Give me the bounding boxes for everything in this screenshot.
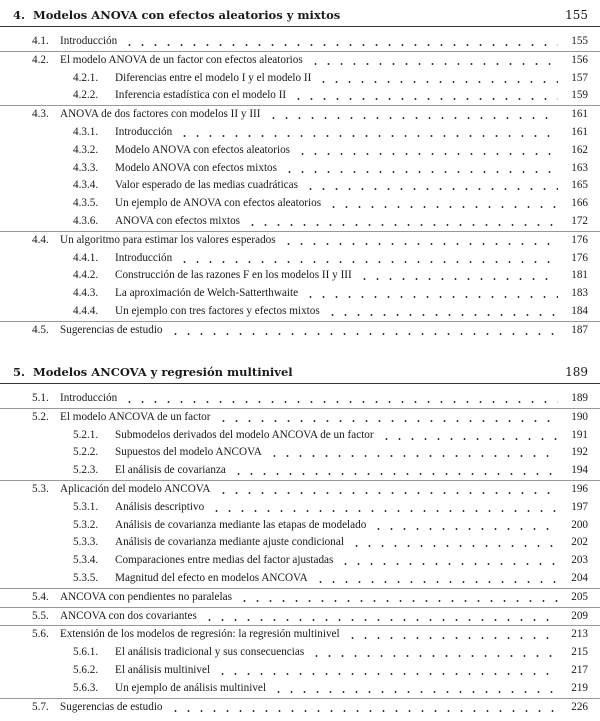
entry-page: 197: [571, 500, 588, 513]
dot-leader: [326, 314, 558, 316]
toc-entry[interactable]: [0, 680, 600, 698]
toc-entry[interactable]: [0, 177, 600, 195]
toc-entry[interactable]: [0, 51, 600, 70]
dot-leader: [169, 333, 558, 335]
entry-title: Un ejemplo con tres factores y efectos mixtos: [115, 304, 320, 317]
entry-title: Inferencia estadística con el modelo II: [115, 89, 287, 102]
toc-entry[interactable]: [0, 195, 600, 213]
entry-number: 4.3.1.: [73, 125, 99, 138]
entry-number: 4.1.: [32, 35, 49, 47]
entry-page: 172: [571, 214, 588, 227]
entry-page: 161: [571, 108, 588, 121]
entry-title: ANCOVA con pendientes no paralelas: [60, 590, 232, 603]
toc-entry[interactable]: [0, 87, 600, 105]
dot-leader: [310, 655, 558, 657]
entry-title: Valor esperado de las medias cuadráticas: [115, 179, 298, 192]
dot-leader: [217, 420, 558, 422]
toc-entry[interactable]: [0, 231, 600, 250]
chapter-heading: [0, 4, 600, 27]
entry-title: Sugerencias de estudio: [60, 700, 163, 713]
toc-entry[interactable]: [0, 625, 600, 644]
dot-leader: [282, 243, 558, 245]
entry-page: 159: [571, 89, 588, 102]
entry-page: 155: [571, 35, 588, 47]
entry-page: 161: [571, 125, 588, 138]
dot-leader: [232, 473, 558, 475]
toc-entry[interactable]: [0, 517, 600, 535]
chapter-number: 5.: [13, 365, 26, 379]
entry-page: 166: [571, 197, 588, 210]
entry-number: 5.5.: [32, 609, 49, 622]
toc-entry[interactable]: [0, 607, 600, 626]
dot-leader: [296, 153, 558, 155]
toc-entry[interactable]: [0, 552, 600, 570]
toc-entry[interactable]: [0, 124, 600, 142]
entry-page: 209: [571, 609, 588, 622]
chapter-4: [0, 4, 600, 340]
entry-title: Sugerencias de estudio: [60, 323, 163, 336]
chapter-title: Modelos ANOVA con efectos aleatorios y mixtos: [33, 8, 341, 22]
dot-leader: [123, 44, 558, 46]
toc-entry[interactable]: [0, 444, 600, 462]
toc-entry[interactable]: [0, 570, 600, 588]
entry-number: 5.7.: [32, 700, 49, 713]
toc-entry[interactable]: [0, 70, 600, 88]
entry-number: 4.3.2.: [73, 143, 99, 156]
dot-leader: [210, 510, 558, 512]
entry-number: 5.6.2.: [73, 663, 99, 676]
entry-number: 5.1.: [32, 392, 49, 404]
toc-entry[interactable]: [0, 321, 600, 340]
entry-page: 203: [571, 554, 588, 567]
entry-title: Supuestos del modelo ANCOVA: [115, 446, 262, 459]
toc-entries: [0, 33, 600, 340]
chapter-page: 189: [565, 365, 588, 379]
entry-title: Submodelos derivados del modelo ANCOVA de un factor: [115, 428, 374, 441]
entry-number: 4.3.5.: [73, 197, 99, 210]
dot-leader: [372, 528, 558, 530]
entry-title: Diferencias entre el modelo I y el modelo II: [115, 71, 312, 84]
dot-leader: [317, 81, 558, 83]
toc-entry[interactable]: [0, 588, 600, 607]
entry-title: Un ejemplo de análisis multinivel: [115, 681, 267, 694]
entry-page: 217: [571, 663, 588, 676]
toc-entry[interactable]: [0, 499, 600, 517]
entry-number: 5.3.5.: [73, 571, 99, 584]
entry-number: 4.4.4.: [73, 304, 99, 317]
entry-number: 4.4.: [32, 233, 49, 246]
entry-title: ANOVA de dos factores con modelos II y III: [60, 108, 261, 121]
entry-number: 4.3.3.: [73, 161, 99, 174]
entry-number: 4.2.2.: [73, 89, 99, 102]
entry-title: Magnitud del efecto en modelos ANCOVA: [115, 571, 308, 584]
entry-number: 5.2.3.: [73, 464, 99, 477]
dot-leader: [339, 563, 558, 565]
dot-leader: [178, 261, 558, 263]
dot-leader: [268, 455, 558, 457]
entry-title: Un algoritmo para estimar los valores esperados: [60, 233, 276, 246]
entry-page: 202: [571, 536, 588, 549]
toc-entry[interactable]: [0, 698, 600, 717]
entry-title: Aplicación del modelo ANCOVA: [60, 482, 211, 495]
entry-number: 4.2.1.: [73, 71, 99, 84]
entry-number: 5.2.2.: [73, 446, 99, 459]
toc-entry[interactable]: [0, 267, 600, 285]
dot-leader: [358, 278, 558, 280]
dot-leader: [238, 600, 558, 602]
dot-leader: [272, 691, 558, 693]
entry-page: 181: [571, 269, 588, 282]
entry-page: 192: [571, 446, 588, 459]
entry-title: Análisis de covarianza mediante las etapas de modelado: [115, 518, 367, 531]
dot-leader: [267, 117, 558, 119]
dot-leader: [169, 710, 558, 712]
entry-number: 5.2.1.: [73, 428, 99, 441]
toc-entry[interactable]: [0, 250, 600, 268]
toc-entry[interactable]: [0, 105, 600, 124]
entry-page: 176: [571, 251, 588, 264]
entry-page: 190: [571, 410, 588, 423]
entry-page: 226: [571, 700, 588, 713]
entry-page: 204: [571, 571, 588, 584]
entry-title: Análisis de covarianza mediante ajuste condicional: [115, 536, 344, 549]
dot-leader: [246, 224, 558, 226]
entry-title: El análisis tradicional y sus consecuencias: [115, 646, 305, 659]
entry-number: 5.3.2.: [73, 518, 99, 531]
dot-leader: [380, 438, 558, 440]
entry-number: 5.4.: [32, 590, 49, 603]
toc-entry[interactable]: [0, 213, 600, 231]
dot-leader: [217, 492, 558, 494]
entry-number: 5.3.3.: [73, 536, 99, 549]
entry-page: 191: [571, 428, 588, 441]
entry-title: Introducción: [60, 35, 118, 47]
entry-page: 165: [571, 179, 588, 192]
entry-number: 4.4.3.: [73, 287, 99, 300]
dot-leader: [346, 637, 558, 639]
dot-leader: [304, 188, 558, 190]
entry-number: 5.2.: [32, 410, 49, 423]
dot-leader: [350, 545, 558, 547]
toc-entry[interactable]: [0, 390, 600, 408]
entry-title: El análisis de covarianza: [115, 464, 226, 477]
entry-number: 4.2.: [32, 53, 49, 66]
entry-page: 157: [571, 71, 588, 84]
entry-title: Extensión de los modelos de regresión: la regresión multinivel: [60, 628, 340, 641]
entry-title: Análisis descriptivo: [115, 500, 205, 513]
entry-number: 5.6.1.: [73, 646, 99, 659]
entry-number: 4.4.1.: [73, 251, 99, 264]
entry-title: Modelo ANOVA con efectos mixtos: [115, 161, 277, 174]
entry-number: 4.3.4.: [73, 179, 99, 192]
entry-title: Comparaciones entre medias del factor ajustadas: [115, 554, 334, 567]
entry-number: 4.4.2.: [73, 269, 99, 282]
toc-entry[interactable]: [0, 160, 600, 178]
entry-title: Introducción: [115, 125, 173, 138]
entry-title: El modelo ANCOVA de un factor: [60, 410, 211, 423]
dot-leader: [123, 401, 558, 403]
entry-number: 5.6.3.: [73, 681, 99, 694]
toc-entry[interactable]: [0, 303, 600, 321]
chapter-5: [0, 361, 600, 716]
toc-entry[interactable]: [0, 644, 600, 662]
dot-leader: [216, 673, 558, 675]
entry-page: 183: [571, 287, 588, 300]
entry-title: Introducción: [60, 392, 118, 404]
dot-leader: [178, 135, 558, 137]
chapter-page: 155: [565, 8, 588, 22]
entry-page: 196: [571, 482, 588, 495]
entry-title: La aproximación de Welch-Satterthwaite: [115, 287, 299, 300]
toc-entry[interactable]: [0, 480, 600, 499]
entry-number: 4.3.6.: [73, 214, 99, 227]
entry-page: 184: [571, 304, 588, 317]
entry-number: 4.3.: [32, 108, 49, 121]
entry-title: ANOVA con efectos mixtos: [115, 214, 241, 227]
entry-page: 200: [571, 518, 588, 531]
entry-page: 162: [571, 143, 588, 156]
toc-entries: [0, 390, 600, 716]
entry-number: 5.6.: [32, 628, 49, 641]
toc-entry[interactable]: [0, 285, 600, 303]
dot-leader: [304, 296, 558, 298]
toc-entry[interactable]: [0, 142, 600, 160]
entry-number: 4.5.: [32, 323, 49, 336]
entry-title: Construcción de las razones F en los modelos II y III: [115, 269, 352, 282]
dot-leader: [309, 63, 558, 65]
entry-page: 194: [571, 464, 588, 477]
entry-page: 189: [571, 392, 588, 404]
toc-entry[interactable]: [0, 33, 600, 51]
dot-leader: [283, 171, 558, 173]
toc-entry[interactable]: [0, 662, 600, 680]
entry-page: 213: [571, 628, 588, 641]
entry-title: Un ejemplo de ANOVA con efectos aleatorios: [115, 197, 322, 210]
entry-page: 219: [571, 681, 588, 694]
chapter-heading: [0, 361, 600, 384]
toc-entry[interactable]: [0, 408, 600, 427]
dot-leader: [203, 619, 558, 621]
dot-leader: [314, 581, 558, 583]
toc-entry[interactable]: [0, 534, 600, 552]
entry-page: 156: [571, 53, 588, 66]
entry-title: ANCOVA con dos covariantes: [60, 609, 197, 622]
entry-title: Introducción: [115, 251, 173, 264]
entry-page: 187: [571, 323, 588, 336]
toc-entry[interactable]: [0, 427, 600, 445]
entry-title: El modelo ANOVA de un factor con efectos aleatorios: [60, 53, 303, 66]
chapter-title: Modelos ANCOVA y regresión multinivel: [33, 365, 293, 379]
entry-title: Modelo ANOVA con efectos aleatorios: [115, 143, 291, 156]
entry-number: 5.3.1.: [73, 500, 99, 513]
toc-entry[interactable]: [0, 462, 600, 480]
entry-title: El análisis multinivel: [115, 663, 211, 676]
entry-number: 5.3.4.: [73, 554, 99, 567]
entry-page: 205: [571, 590, 588, 603]
entry-page: 215: [571, 646, 588, 659]
entry-page: 163: [571, 161, 588, 174]
entry-number: 5.3.: [32, 482, 49, 495]
dot-leader: [292, 98, 558, 100]
dot-leader: [327, 206, 558, 208]
entry-page: 176: [571, 233, 588, 246]
chapter-number: 4.: [13, 8, 26, 22]
